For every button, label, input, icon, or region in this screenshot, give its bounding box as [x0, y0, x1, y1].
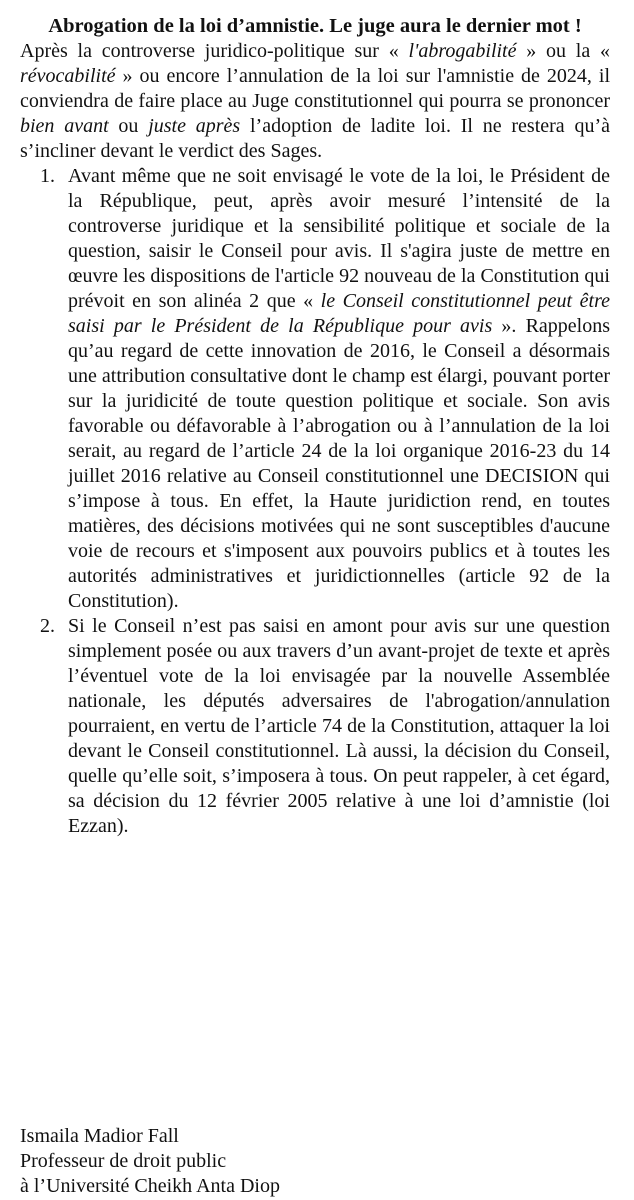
point-1-text-a: Avant même que ne soit envisagé le vote de la loi, le Président de la République, peut, après avoir mesuré l’intensité de la controverse juridique et la sensibilité politique et sociale de la question, saisir le Conseil pour avis. Il s'agira juste de mettre en œuvre les dispositions de l'article 92 nouveau de la Constitution qui prévoit en son alinéa 2 que « — [68, 165, 610, 312]
intro-paragraph — [20, 39, 610, 164]
intro-italic-bien-avant: bien avant — [20, 115, 109, 137]
numbered-points-list — [20, 164, 610, 839]
author-signature — [20, 1124, 280, 1199]
list-item-number: 1. — [40, 165, 55, 187]
intro-italic-juste-apres: juste après — [148, 115, 241, 137]
point-1-quote: le Conseil constitutionnel peut être saisi par le Président de la République pour avis — [68, 290, 610, 337]
intro-italic-revocabilite: révocabilité — [20, 65, 116, 87]
intro-text-3: » ou encore l’annulation de la loi sur l'amnistie de 2024, il conviendra de faire place au Juge constitutionnel qui pourra se prononcer — [20, 65, 610, 112]
intro-text-2: » ou la « — [516, 40, 611, 62]
intro-text-1: Après la controverse juridico-politique sur « — [20, 40, 409, 62]
author-role: Professeur de droit public — [20, 1150, 227, 1172]
author-institution: à l’Université Cheikh Anta Diop — [20, 1175, 280, 1197]
intro-text-5: l’adoption de ladite loi. Il ne restera qu’à s’incliner devant le verdict des Sages. — [20, 115, 611, 162]
list-item — [40, 164, 610, 614]
article-title: Abrogation de la loi d’amnistie. Le juge aura le dernier mot ! — [48, 15, 582, 37]
intro-text-4: ou — [108, 115, 149, 137]
point-1-text-b: ». Rappelons qu’au regard de cette innovation de 2016, le Conseil a désormais une attribution consultative dont le champ est élargi, pouvant porter sur la juridicité de toute question politique et sociale. Son avis favorable ou défavorable à l’abrogation ou à l’annulation de la loi serait, au regard de l’article 24 de la loi organique 2016-23 du 14 juillet 2016 relative au Conseil constitutionnel une DECISION qui s’impose à tous. En effet, la Haute juridiction rend, en toutes matières, des décisions motivées qui ne sont susceptibles d'aucune voie de recours et s'imposent aux pouvoirs publics et à toutes les autorités administratives et juridictionnelles (article 92 de la Constitution). — [68, 315, 610, 612]
point-2-text: Si le Conseil n’est pas saisi en amont pour avis sur une question simplement posée ou aux travers d’un avant-projet de texte et après l’éventuel vote de la loi envisagée par la nouvelle Assemblée nationale, les députés adversaires de l'abrogation/annulation pourraient, en vertu de l’article 74 de la Constitution, attaquer la loi devant le Conseil constitutionnel. Là aussi, la décision du Conseil, quelle qu’elle soit, s’imposera à tous. On peut rappeler, à cet égard, sa décision du 12 février 2005 relative à une loi d’amnistie (loi Ezzan). — [68, 615, 610, 837]
intro-italic-abrogabilite: l'abrogabilité — [408, 40, 517, 62]
list-item-number: 2. — [40, 615, 55, 637]
author-name: Ismaila Madior Fall — [20, 1125, 179, 1147]
list-item — [40, 614, 610, 839]
